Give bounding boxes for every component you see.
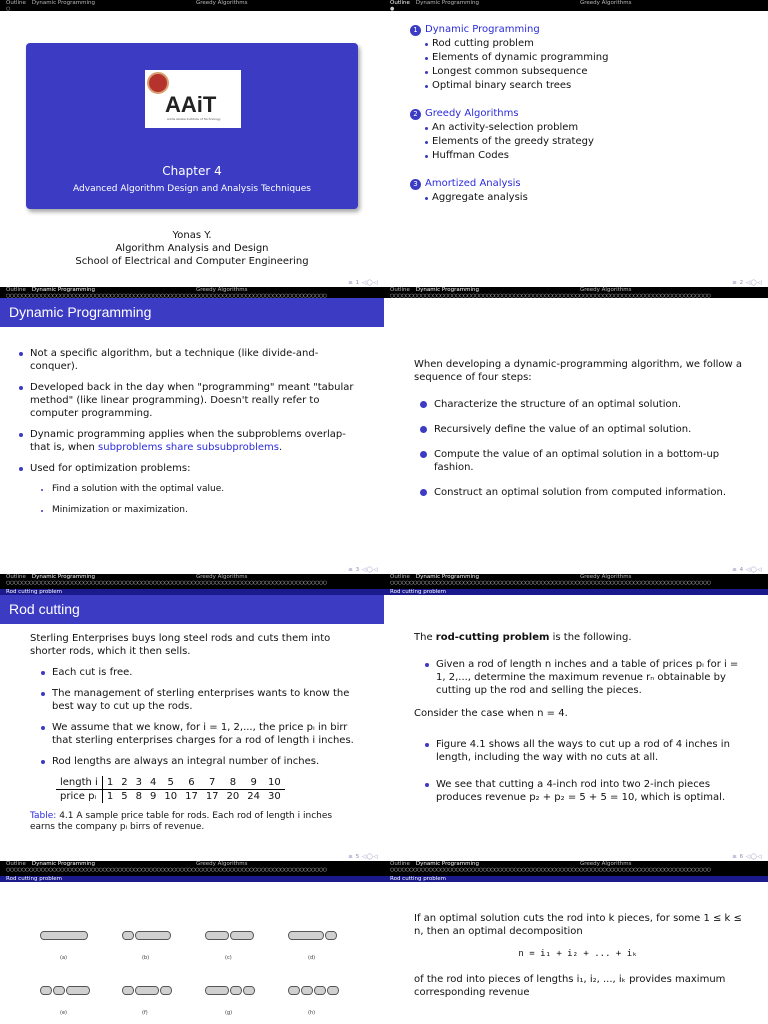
rod-piece (288, 931, 324, 940)
bullet: Not a specific algorithm, but a technique (like divide-and-conquer). (30, 347, 366, 373)
rod-diagram (40, 931, 89, 940)
slide-page-number[interactable]: ≥ 4 ◁◯◁ (732, 567, 762, 573)
bullet: Each cut is free. (52, 666, 364, 679)
logo-subtext: Addis Ababa Institute of Technology (167, 117, 221, 121)
slide-title[interactable] (0, 0, 384, 288)
subsection-bar[interactable]: Rod cutting problem (0, 876, 384, 882)
nav-greedy[interactable]: Greedy Algorithms (196, 0, 248, 6)
slide-page-number[interactable]: ≥ 6 ◁◯◁ (732, 854, 762, 860)
nav-dp[interactable]: Dynamic Programming (415, 861, 479, 867)
school: School of Electrical and Computer Engineering (75, 256, 309, 267)
slide-dp-steps[interactable] (384, 287, 768, 575)
section-number-badge: 2 (410, 109, 421, 120)
nav-dp[interactable]: Dynamic Programming (31, 574, 95, 580)
bullet: We see that cutting a 4-inch rod into two 2-inch pieces produces revenue p₂ + p₂ = 5 + 5 = 10, which is optimal. (436, 778, 742, 804)
rod-diagram (122, 986, 173, 995)
rod-piece (243, 986, 255, 995)
nav-dp[interactable]: Dynamic Programming (31, 0, 95, 6)
nav-dp[interactable]: Dynamic Programming (415, 0, 479, 6)
rod-piece (122, 986, 134, 995)
nav-greedy[interactable]: Greedy Algorithms (580, 574, 632, 580)
outline-item[interactable]: Longest common subsequence (432, 65, 768, 79)
slide-nav-bar (0, 861, 384, 876)
slide-nav-bar (0, 574, 384, 589)
rod-diagram (122, 931, 172, 940)
section-title[interactable]: Dynamic Programming (425, 24, 540, 35)
rod-piece (301, 986, 313, 995)
rod-piece (230, 986, 242, 995)
consider-text: Consider the case when n = 4. (414, 708, 568, 719)
nav-dots: ○○○○○○○○○○○○○○○○○○○○○○○○○○○○○○○○○○○○○○○○○○○○○○○○○○○○○○○○○○○○○○○○○○○○○○○○○○○○○○○○○○○ (390, 293, 711, 299)
bullet: Dynamic programming applies when the subproblems overlap-that is, when subproblems share subsubproblems. (30, 428, 366, 454)
section-number-badge: 3 (410, 179, 421, 190)
title-box (26, 43, 358, 209)
outline-item[interactable]: Huffman Codes (432, 149, 768, 163)
section-number-badge: 1 (410, 25, 421, 36)
table-row: length i 1 2 3 4 5 6 7 8 9 10 (56, 776, 285, 790)
nav-dp[interactable]: Dynamic Programming (31, 861, 95, 867)
outline-section-1[interactable] (410, 23, 768, 37)
table-caption: Table: 4.1 A sample price table for rods. Each rod of length i inches earns the company pᵢ birrs of revenue. (30, 811, 333, 832)
outline-item[interactable]: Optimal binary search trees (432, 79, 768, 93)
nav-outline[interactable]: Outline (390, 861, 410, 867)
nav-dots: ○ (6, 6, 10, 12)
rod-diagram (288, 986, 340, 995)
seal-icon (147, 72, 169, 94)
steps-intro: When developing a dynamic-programming algorithm, we follow a sequence of four steps: (414, 359, 743, 383)
rod-piece (288, 986, 300, 995)
rod-piece (160, 986, 172, 995)
nav-dots: ● (390, 6, 394, 12)
nav-dp[interactable]: Dynamic Programming (415, 287, 479, 293)
nav-greedy[interactable]: Greedy Algorithms (580, 861, 632, 867)
price-table (56, 776, 285, 803)
slide-rod-problem[interactable] (384, 574, 768, 862)
author: Yonas Y. (172, 230, 212, 241)
rod-label: (c) (225, 955, 232, 961)
course: Algorithm Analysis and Design (115, 243, 269, 254)
rod-piece (325, 931, 337, 940)
nav-dots: ○○○○○○○○○○○○○○○○○○○○○○○○○○○○○○○○○○○○○○○○○○○○○○○○○○○○○○○○○○○○○○○○○○○○○○○○○○○○○○○○○○○ (6, 867, 327, 873)
slide-rod-figure[interactable] (0, 861, 384, 1024)
outline-list (384, 11, 768, 205)
decomp-equation: n = i₁ + i₂ + ... + iₖ (518, 949, 638, 959)
nav-outline[interactable]: Outline (6, 287, 26, 293)
nav-dots: ○○○○○○○○○○○○○○○○○○○○○○○○○○○○○○○○○○○○○○○○○○○○○○○○○○○○○○○○○○○○○○○○○○○○○○○○○○○○○○○○○○○ (390, 580, 711, 586)
section-title[interactable]: Greedy Algorithms (425, 108, 519, 119)
outline-section-3[interactable] (410, 177, 768, 191)
nav-greedy[interactable]: Greedy Algorithms (196, 287, 248, 293)
highlight-text: subproblems share subsubproblems (98, 442, 279, 453)
rod-piece (122, 931, 134, 940)
subsection-bar[interactable]: Rod cutting problem (384, 589, 768, 595)
nav-outline[interactable]: Outline (6, 574, 26, 580)
aait-logo (145, 70, 241, 128)
slide-outline[interactable] (384, 0, 768, 288)
problem-intro: The rod-cutting problem is the following. (414, 632, 632, 643)
rod-label: (e) (60, 1010, 67, 1016)
nav-outline[interactable]: Outline (6, 861, 26, 867)
outline-item[interactable]: Aggregate analysis (432, 191, 768, 205)
rod-piece (135, 931, 171, 940)
rod-diagram (288, 931, 338, 940)
outline-item[interactable]: Elements of the greedy strategy (432, 135, 768, 149)
nav-dp[interactable]: Dynamic Programming (415, 574, 479, 580)
chapter-title: Chapter 4 (162, 164, 222, 178)
section-title[interactable]: Amortized Analysis (425, 178, 521, 189)
rod-label: (h) (308, 1010, 316, 1016)
outline-section-2[interactable] (410, 107, 768, 121)
rod-piece (205, 931, 229, 940)
bullet: We assume that we know, for i = 1, 2,..., the price pᵢ in birr that sterling enterprises charges for a rod of length i inches. (52, 721, 364, 747)
rod-piece (314, 986, 326, 995)
rod-diagram (40, 986, 91, 995)
step-item: Compute the value of an optimal solution in a bottom-up fashion. (434, 448, 742, 474)
rod-label: (b) (142, 955, 150, 961)
slide-nav-bar (384, 0, 768, 11)
slide-rod-decomposition[interactable] (384, 861, 768, 1024)
rod-piece (53, 986, 65, 995)
sub-bullet: Minimization or maximization. (52, 504, 366, 517)
step-item: Recursively define the value of an optimal solution. (434, 423, 742, 436)
bullet: Figure 4.1 shows all the ways to cut up a rod of 4 inches in length, including the way with no cuts at all. (436, 738, 742, 764)
nav-greedy[interactable]: Greedy Algorithms (580, 0, 632, 6)
nav-outline[interactable]: Outline (390, 287, 410, 293)
slide-nav-bar (384, 287, 768, 298)
nav-dp[interactable]: Dynamic Programming (31, 287, 95, 293)
slide-nav-bar (384, 574, 768, 589)
rod-diagram (205, 986, 256, 995)
sub-bullet: Find a solution with the optimal value. (52, 483, 366, 496)
rod-label: (f) (142, 1010, 148, 1016)
nav-outline[interactable]: Outline (390, 0, 410, 6)
rod-diagram (205, 931, 255, 940)
slide-rod-cutting[interactable] (0, 574, 384, 862)
rod-piece (205, 986, 229, 995)
subsection-bar[interactable]: Rod cutting problem (384, 876, 768, 882)
slide-nav-bar (384, 861, 768, 876)
rod-piece (135, 986, 159, 995)
slide-page-number[interactable]: ≥ 3 ◁◯◁ (348, 567, 378, 573)
outline-item[interactable]: Elements of dynamic programming (432, 51, 768, 65)
slide-page-number[interactable]: ≥ 1 ◁◯◁ (348, 280, 378, 286)
subsection-bar[interactable]: Rod cutting problem (0, 589, 384, 595)
nav-outline[interactable]: Outline (390, 574, 410, 580)
decomp-text: If an optimal solution cuts the rod into k pieces, for some 1 ≤ k ≤ n, then an optimal decomposition (414, 913, 742, 937)
slide-title: Dynamic Programming (0, 298, 384, 327)
rod-piece (66, 986, 90, 995)
rod-intro: Sterling Enterprises buys long steel rods and cuts them into shorter rods, which it then sells. (30, 633, 331, 657)
bullet: Rod lengths are always an integral number of inches. (52, 755, 364, 768)
bullet: Developed back in the day when "programming" meant "tabular method" (like linear programming). Doesn't really refer to computer programming. (30, 381, 366, 420)
slide-page-number[interactable]: ≥ 5 ◁◯◁ (348, 854, 378, 860)
slide-nav-bar (0, 0, 384, 11)
bullet: Used for optimization problems: (30, 462, 366, 475)
rod-label: (g) (225, 1010, 233, 1016)
rod-piece (40, 986, 52, 995)
nav-dots: ○○○○○○○○○○○○○○○○○○○○○○○○○○○○○○○○○○○○○○○○○○○○○○○○○○○○○○○○○○○○○○○○○○○○○○○○○○○○○○○○○○○ (6, 293, 327, 299)
chapter-subtitle: Advanced Algorithm Design and Analysis Techniques (73, 184, 311, 194)
logo-text: AAiT (165, 92, 217, 117)
rod-label: (a) (60, 955, 67, 961)
slide-nav-bar (0, 287, 384, 298)
nav-greedy[interactable]: Greedy Algorithms (580, 287, 632, 293)
rod-piece (327, 986, 339, 995)
rod-label: (d) (308, 955, 316, 961)
nav-greedy[interactable]: Greedy Algorithms (196, 574, 248, 580)
outline-item[interactable]: Rod cutting problem (432, 37, 768, 51)
bullet: Given a rod of length n inches and a table of prices pᵢ for i = 1, 2,..., determine the maximum revenue rₙ obtainable by cutting up the rod and selling the pieces. (436, 658, 742, 697)
nav-dots: ○○○○○○○○○○○○○○○○○○○○○○○○○○○○○○○○○○○○○○○○○○○○○○○○○○○○○○○○○○○○○○○○○○○○○○○○○○○○○○○○○○○ (390, 867, 711, 873)
revenue-text: of the rod into pieces of lengths i₁, i₂, ..., iₖ provides maximum corresponding revenue (414, 974, 726, 998)
slide-page-number[interactable]: ≥ 2 ◁◯◁ (732, 280, 762, 286)
rod-piece (40, 931, 88, 940)
bullet: The management of sterling enterprises wants to know the best way to cut up the rods. (52, 687, 364, 713)
step-item: Construct an optimal solution from computed information. (434, 486, 742, 499)
nav-dots: ○○○○○○○○○○○○○○○○○○○○○○○○○○○○○○○○○○○○○○○○○○○○○○○○○○○○○○○○○○○○○○○○○○○○○○○○○○○○○○○○○○○ (6, 580, 327, 586)
nav-outline[interactable]: Outline (6, 0, 26, 6)
step-item: Characterize the structure of an optimal solution. (434, 398, 742, 411)
outline-item[interactable]: An activity-selection problem (432, 121, 768, 135)
slide-dp-intro[interactable] (0, 287, 384, 575)
rod-piece (230, 931, 254, 940)
table-row: price pᵢ 1 5 8 9 10 17 17 20 24 30 (56, 790, 285, 804)
nav-greedy[interactable]: Greedy Algorithms (196, 861, 248, 867)
slide-title: Rod cutting (0, 595, 384, 624)
